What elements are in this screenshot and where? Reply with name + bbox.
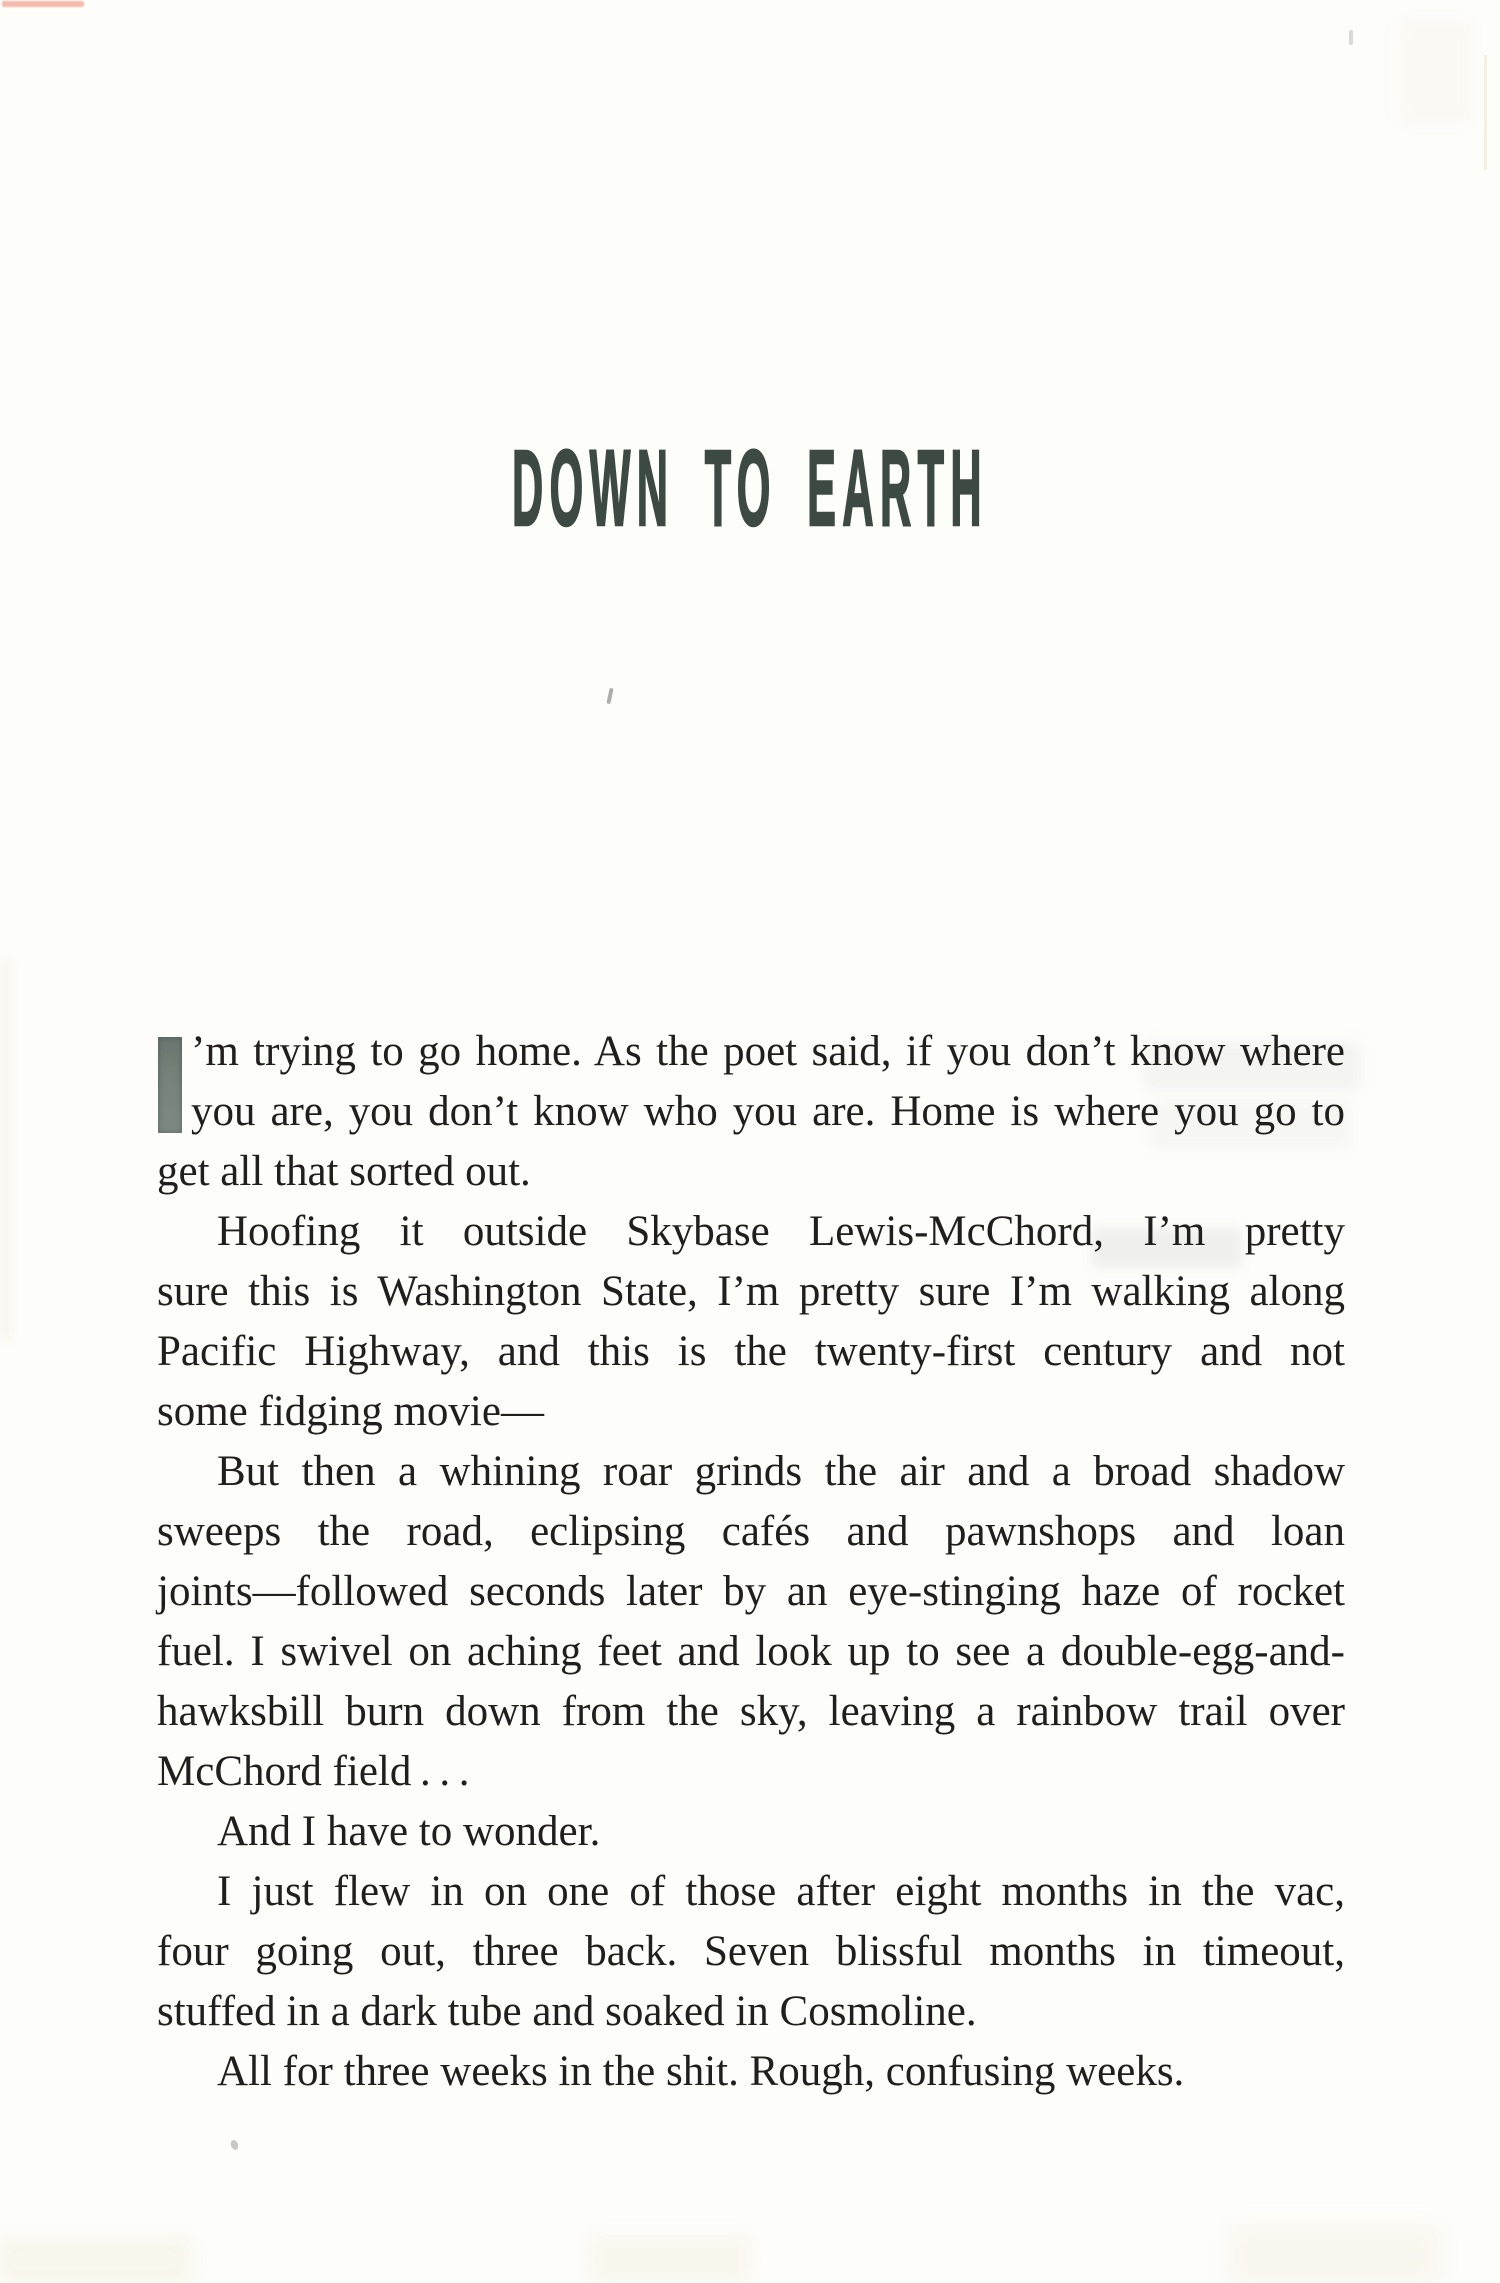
- text-line: Hoofing it outside Skybase Lewis-McChord, I’m pretty: [217, 1208, 1345, 1255]
- paragraph: [157, 1202, 1345, 1442]
- text-line: hawksbill burn down from the sky, leaving a rainbow trail over: [157, 1688, 1345, 1735]
- scan-blotch: [1230, 2228, 1440, 2283]
- text-line: fuel. I swivel on aching feet and look up to see a double-egg-and-: [157, 1628, 1345, 1675]
- paragraph: [157, 1442, 1345, 1802]
- paragraph: [157, 1022, 1345, 1202]
- text-line: four going out, three back. Seven blissful months in timeout,: [157, 1928, 1345, 1975]
- text-line: But then a whining roar grinds the air and a broad shadow: [217, 1448, 1345, 1495]
- text-line: some fidging movie—: [157, 1388, 544, 1435]
- text-line: sure this is Washington State, I’m pretty sure I’m walking along: [157, 1268, 1345, 1315]
- paragraph: [157, 1802, 1345, 1862]
- text-line: stuffed in a dark tube and soaked in Cosmoline.: [157, 1988, 977, 2035]
- text-line: I just flew in on one of those after eight months in the vac,: [217, 1868, 1345, 1915]
- drop-cap: [158, 1037, 182, 1133]
- text-line: sweeps the road, eclipsing cafés and pawnshops and loan: [157, 1508, 1345, 1555]
- scan-edge-band: [0, 960, 12, 1340]
- scan-speck: [230, 2139, 240, 2151]
- scan-edge-tick: [1349, 30, 1353, 45]
- text-line: McChord field . . .: [157, 1748, 470, 1795]
- scan-blotch: [590, 2236, 750, 2283]
- paragraph: [157, 1862, 1345, 2042]
- text-line: joints—followed seconds later by an eye-stinging haze of rocket: [157, 1568, 1345, 1615]
- chapter-title: [0, 427, 1500, 548]
- scan-blotch: [0, 2238, 190, 2283]
- scan-corner-mark: [2, 1, 84, 7]
- scan-paper-patch: [1398, 22, 1470, 122]
- body-text: [157, 1022, 1345, 2102]
- paragraph: [157, 2042, 1345, 2102]
- text-line: Pacific Highway, and this is the twenty-first century and not: [157, 1328, 1345, 1375]
- text-line: All for three weeks in the shit. Rough, confusing weeks.: [217, 2048, 1185, 2095]
- text-line: you are, you don’t know who you are. Home is where you go to: [191, 1088, 1345, 1135]
- scan-edge-line: [1484, 55, 1487, 170]
- text-line: And I have to wonder.: [217, 1808, 601, 1855]
- chapter-title-text: DOWN TO EARTH: [512, 427, 988, 548]
- text-line: ’m trying to go home. As the poet said, if you don’t know where: [191, 1028, 1345, 1075]
- scan-speck: [606, 688, 613, 704]
- text-line: get all that sorted out.: [157, 1148, 531, 1195]
